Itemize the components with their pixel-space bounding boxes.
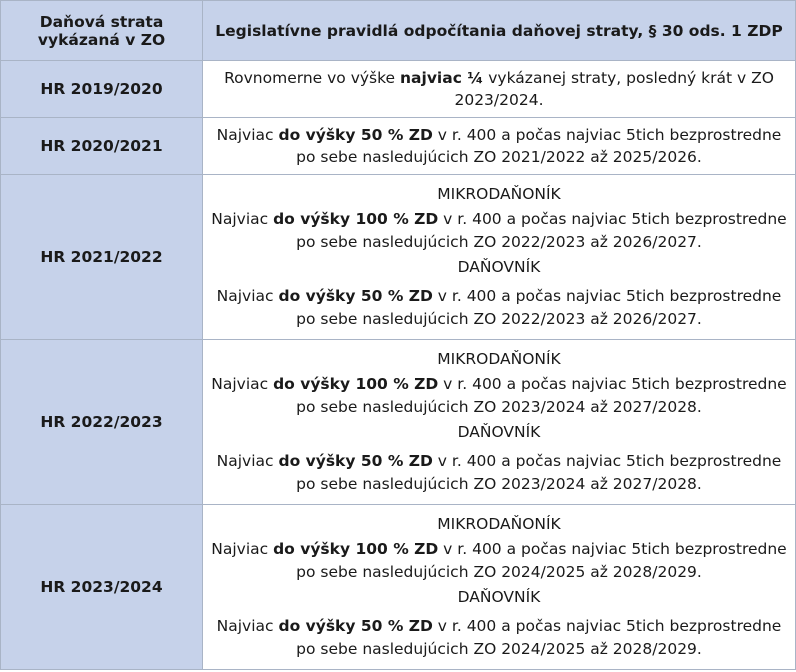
rule-emphasis: do výšky 100 % ZD: [273, 210, 439, 228]
taxpayer-rule: [209, 450, 789, 496]
rule-text: Najviac: [216, 452, 279, 470]
rule-text: v r. 400 a počas najviac 5tich bezprostredne po sebe nasledujúcich ZO 2023/2024 až 2027/2028.: [296, 452, 782, 493]
rule-cell: [203, 118, 796, 175]
rule-cell: [203, 340, 796, 505]
micro-taxpayer-title: MIKRODAŇONÍK: [437, 515, 561, 533]
rule-text: v r. 400 a počas najviac 5tich bezprostredne po sebe nasledujúcich ZO 2022/2023 až 2026/2027.: [296, 210, 787, 251]
rule-emphasis: do výšky 50 % ZD: [278, 287, 433, 305]
period-cell: HR 2022/2023: [1, 340, 203, 505]
rule-emphasis: do výšky 50 % ZD: [278, 617, 433, 635]
table-header-row: [1, 1, 796, 61]
rule-text: Najviac: [216, 126, 279, 144]
rule-cell: [203, 61, 796, 118]
taxpayer-title: DAŇOVNÍK: [457, 588, 541, 606]
taxpayer-rule: [209, 615, 789, 661]
table-row: [1, 340, 796, 505]
rule-emphasis: do výšky 100 % ZD: [273, 540, 439, 558]
rule-text: Najviac: [216, 617, 279, 635]
period-cell: HR 2021/2022: [1, 175, 203, 340]
rule-emphasis: do výšky 100 % ZD: [273, 375, 439, 393]
micro-taxpayer-title: MIKRODAŇONÍK: [437, 185, 561, 203]
period-cell: HR 2023/2024: [1, 505, 203, 670]
table-row: [1, 175, 796, 340]
micro-taxpayer-rule: [209, 538, 789, 584]
micro-taxpayer-title: MIKRODAŇONÍK: [437, 350, 561, 368]
rule-text: Rovnomerne vo výške: [224, 69, 401, 87]
rule-emphasis: do výšky 50 % ZD: [278, 126, 433, 144]
rule-text: v r. 400 a počas najviac 5tich bezprostredne po sebe nasledujúcich ZO 2021/2022 až 2025/2026.: [296, 126, 782, 166]
rule-text: v r. 400 a počas najviac 5tich bezprostredne po sebe nasledujúcich ZO 2023/2024 až 2027/2028.: [296, 375, 787, 416]
taxpayer-title: DAŇOVNÍK: [457, 258, 541, 276]
period-cell: HR 2019/2020: [1, 61, 203, 118]
rule-text: v r. 400 a počas najviac 5tich bezprostredne po sebe nasledujúcich ZO 2024/2025 až 2028/2029.: [296, 540, 787, 581]
micro-taxpayer-rule: [209, 373, 789, 419]
rule-text: Najviac: [211, 540, 274, 558]
header-deduction-rules: Legislatívne pravidlá odpočítania daňovej straty, § 30 ods. 1 ZDP: [203, 1, 796, 61]
rule-text: v r. 400 a počas najviac 5tich bezprostredne po sebe nasledujúcich ZO 2024/2025 až 2028/2029.: [296, 617, 782, 658]
table-row: [1, 61, 796, 118]
taxpayer-rule: [209, 285, 789, 331]
rule-text: Najviac: [211, 375, 274, 393]
table-row: [1, 118, 796, 175]
rule-cell: [203, 505, 796, 670]
header-loss-period: Daňová strata vykázaná v ZO: [1, 1, 203, 61]
period-cell: HR 2020/2021: [1, 118, 203, 175]
micro-taxpayer-rule: [209, 208, 789, 254]
table-row: [1, 505, 796, 670]
rule-text: Najviac: [211, 210, 274, 228]
rule-cell: [203, 175, 796, 340]
rule-text: Najviac: [216, 287, 279, 305]
rule-emphasis: najviac ¼: [400, 69, 484, 87]
rule-emphasis: do výšky 50 % ZD: [278, 452, 433, 470]
taxpayer-title: DAŇOVNÍK: [457, 423, 541, 441]
rule-text: vykázanej straty, posledný krát v ZO 2023/2024.: [454, 69, 774, 109]
rule-text: v r. 400 a počas najviac 5tich bezprostredne po sebe nasledujúcich ZO 2022/2023 až 2026/2027.: [296, 287, 782, 328]
